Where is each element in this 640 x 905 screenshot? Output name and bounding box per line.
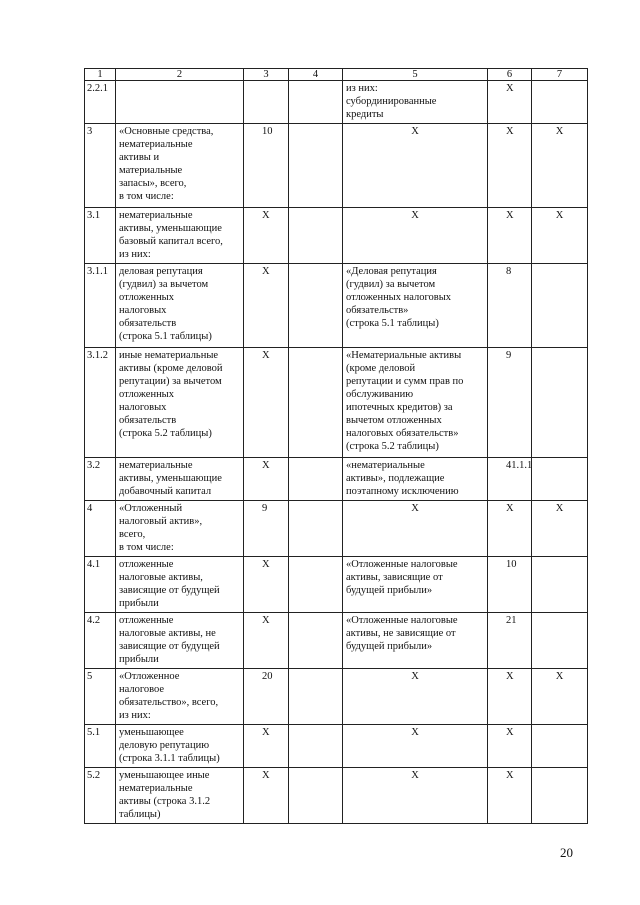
header-cell: 7	[532, 69, 588, 81]
table-cell-col-4	[289, 501, 343, 557]
table-cell-col-2: «Отложенный налоговый актив», всего, в том числе:	[116, 501, 244, 557]
table-cell-col-1: 5	[85, 669, 116, 725]
table-cell-col-4	[289, 768, 343, 824]
table-cell-col-1: 5.1	[85, 725, 116, 768]
header-cell: 6	[488, 69, 532, 81]
header-cell: 3	[244, 69, 289, 81]
table-cell-col-1: 4.2	[85, 613, 116, 669]
table-cell-col-1: 4.1	[85, 557, 116, 613]
table-cell-col-3: X	[244, 725, 289, 768]
table-cell-col-6: X	[488, 669, 532, 725]
table-cell-col-5: X	[343, 669, 488, 725]
table-cell-col-6: 9	[488, 348, 532, 458]
table-cell-col-1: 2.2.1	[85, 81, 116, 124]
table-cell-col-3	[244, 81, 289, 124]
table-cell-col-7: X	[532, 124, 588, 208]
table-row	[85, 501, 588, 557]
table-cell-col-1: 3.2	[85, 458, 116, 501]
table-cell-col-3: X	[244, 348, 289, 458]
table-cell-col-4	[289, 264, 343, 348]
table-cell-col-7	[532, 348, 588, 458]
document-table	[84, 68, 588, 824]
table-cell-col-4	[289, 557, 343, 613]
header-cell: 5	[343, 69, 488, 81]
table-cell-col-7: X	[532, 501, 588, 557]
table-cell-col-3: X	[244, 557, 289, 613]
table-cell-col-6: X	[488, 81, 532, 124]
table-cell-col-7	[532, 725, 588, 768]
table-cell-col-2: «Основные средства, нематериальные активы и материальные запасы», всего, в том числе:	[116, 124, 244, 208]
table-cell-col-6: X	[488, 725, 532, 768]
table-cell-col-5: X	[343, 768, 488, 824]
table-cell-col-3: X	[244, 768, 289, 824]
table-cell-col-5: «Отложенные налоговые активы, зависящие от будущей прибыли»	[343, 557, 488, 613]
table-cell-col-7: X	[532, 669, 588, 725]
table-cell-col-5: «Деловая репутация (гудвил) за вычетом отложенных налоговых обязательств» (строка 5.1 таблицы)	[343, 264, 488, 348]
table-cell-col-6: 21	[488, 613, 532, 669]
table-row	[85, 348, 588, 458]
table-cell-col-3: X	[244, 613, 289, 669]
table-cell-col-6: 8	[488, 264, 532, 348]
table-cell-col-3: X	[244, 458, 289, 501]
table-cell-col-4	[289, 669, 343, 725]
table-cell-col-2: отложенные налоговые активы, зависящие от будущей прибыли	[116, 557, 244, 613]
table-cell-col-5: X	[343, 208, 488, 264]
table-cell-col-6: 10	[488, 557, 532, 613]
table-cell-col-7	[532, 458, 588, 501]
table-cell-col-7	[532, 81, 588, 124]
table-cell-col-6: X	[488, 768, 532, 824]
table-row	[85, 768, 588, 824]
table-cell-col-2: «Отложенное налоговое обязательство», всего, из них:	[116, 669, 244, 725]
header-cell: 4	[289, 69, 343, 81]
table-cell-col-1: 3.1	[85, 208, 116, 264]
table-cell-col-2: уменьшающее деловую репутацию (строка 3.1.1 таблицы)	[116, 725, 244, 768]
table-cell-col-4	[289, 725, 343, 768]
page-number: 20	[560, 845, 573, 860]
table-row	[85, 613, 588, 669]
table-cell-col-4	[289, 208, 343, 264]
table-cell-col-1: 5.2	[85, 768, 116, 824]
table-cell-col-5: «нематериальные активы», подлежащие поэтапному исключению	[343, 458, 488, 501]
table-cell-col-3: 10	[244, 124, 289, 208]
table-cell-col-7	[532, 557, 588, 613]
table-cell-col-7	[532, 613, 588, 669]
table-cell-col-3: 20	[244, 669, 289, 725]
table-cell-col-5: X	[343, 501, 488, 557]
table-row	[85, 208, 588, 264]
table-cell-col-6: X	[488, 501, 532, 557]
table-row	[85, 264, 588, 348]
table-cell-col-2: нематериальные активы, уменьшающие добавочный капитал	[116, 458, 244, 501]
table-cell-col-4	[289, 458, 343, 501]
table-cell-col-5: «Нематериальные активы (кроме деловой репутации и сумм прав по обслуживанию ипотечных кредитов) за вычетом отложенных налоговых обязательств» (строка 5.2 таблицы)	[343, 348, 488, 458]
table-cell-col-7	[532, 768, 588, 824]
table-row	[85, 458, 588, 501]
table-cell-col-1: 3.1.2	[85, 348, 116, 458]
table-cell-col-6: X	[488, 208, 532, 264]
table-cell-col-4	[289, 348, 343, 458]
table-cell-col-7: X	[532, 208, 588, 264]
table-cell-col-3: X	[244, 264, 289, 348]
header-cell: 2	[116, 69, 244, 81]
table-cell-col-1: 3.1.1	[85, 264, 116, 348]
table-row	[85, 81, 588, 124]
table-cell-col-3: 9	[244, 501, 289, 557]
table-row	[85, 669, 588, 725]
header-cell: 1	[85, 69, 116, 81]
table-cell-col-2: уменьшающее иные нематериальные активы (строка 3.1.2 таблицы)	[116, 768, 244, 824]
table-cell-col-4	[289, 124, 343, 208]
table-row	[85, 124, 588, 208]
table-header-row	[85, 69, 588, 81]
table-row	[85, 557, 588, 613]
table-cell-col-6: X	[488, 124, 532, 208]
table-cell-col-5: X	[343, 725, 488, 768]
table-cell-col-2: деловая репутация (гудвил) за вычетом отложенных налоговых обязательств (строка 5.1 таблицы)	[116, 264, 244, 348]
table-cell-col-5: X	[343, 124, 488, 208]
table-cell-col-1: 3	[85, 124, 116, 208]
table-cell-col-1: 4	[85, 501, 116, 557]
table-cell-col-5: «Отложенные налоговые активы, не зависящие от будущей прибыли»	[343, 613, 488, 669]
table-cell-col-6: 41.1.1	[488, 458, 532, 501]
table-cell-col-5: из них: субординированные кредиты	[343, 81, 488, 124]
table-cell-col-2: нематериальные активы, уменьшающие базовый капитал всего, из них:	[116, 208, 244, 264]
table-row	[85, 725, 588, 768]
table-cell-col-2: отложенные налоговые активы, не зависящие от будущей прибыли	[116, 613, 244, 669]
table-cell-col-7	[532, 264, 588, 348]
table-cell-col-2: иные нематериальные активы (кроме деловой репутации) за вычетом отложенных налоговых обязательств (строка 5.2 таблицы)	[116, 348, 244, 458]
table-cell-col-4	[289, 613, 343, 669]
table-cell-col-3: X	[244, 208, 289, 264]
table-cell-col-2	[116, 81, 244, 124]
table-cell-col-4	[289, 81, 343, 124]
